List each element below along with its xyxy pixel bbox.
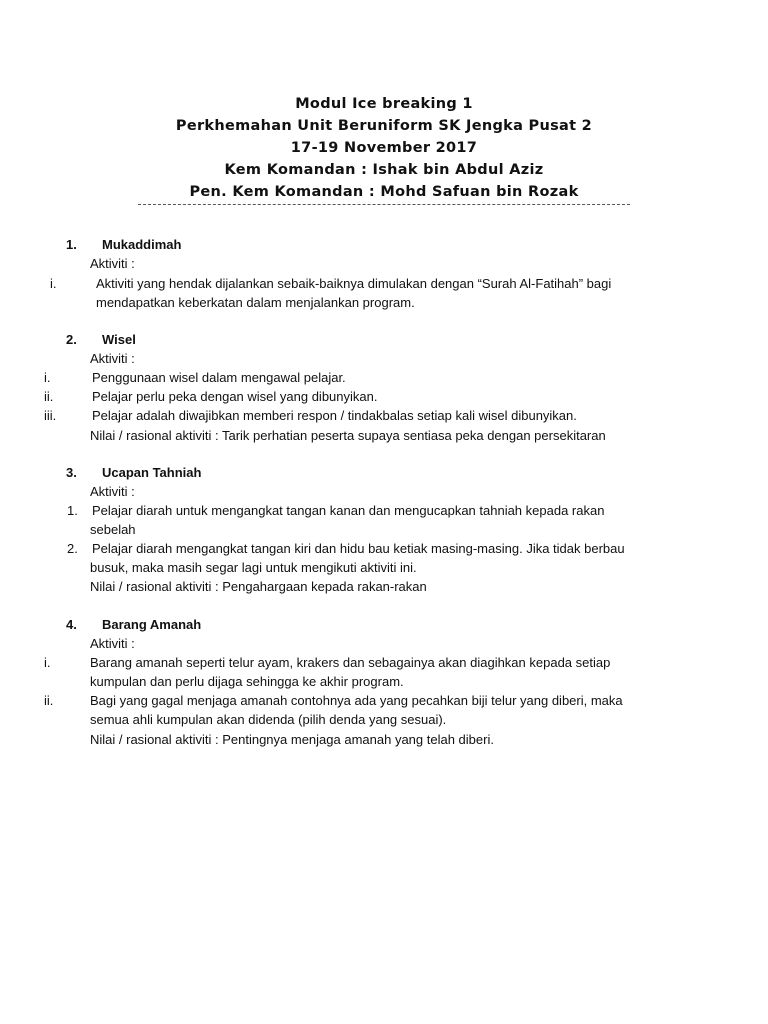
- list-item: Bagi yang gagal menjaga amanah contohnya ada yang pecahkan biji telur yang diberi, maka: [90, 693, 623, 708]
- list-marker: i.: [50, 276, 57, 291]
- list-marker: i.: [44, 370, 51, 385]
- event-title: Perkhemahan Unit Beruniform SK Jengka Pusat 2: [175, 118, 593, 134]
- list-item-continued: sebelah: [90, 522, 136, 537]
- list-item: Pelajar perlu peka dengan wisel yang dibunyikan.: [92, 389, 378, 404]
- section-number: 1.: [66, 237, 77, 252]
- assistant-commander: Pen. Kem Komandan : Mohd Safuan bin Rozak: [189, 184, 579, 200]
- list-item-continued: semua ahli kumpulan akan didenda (pilih denda yang sesuai).: [90, 712, 447, 727]
- list-item-continued: busuk, maka masih segar lagi untuk mengikuti aktiviti ini.: [90, 560, 417, 575]
- nilai-rasional: Nilai / rasional aktiviti : Tarik perhatian peserta supaya sentiasa peka dengan persekitaran: [90, 428, 606, 443]
- aktiviti-label: Aktiviti :: [90, 484, 135, 499]
- list-marker: i.: [44, 655, 51, 670]
- event-date: 17-19 November 2017: [290, 140, 478, 156]
- list-item: Pelajar diarah untuk mengangkat tangan kanan dan mengucapkan tahniah kepada rakan: [92, 503, 605, 518]
- section-title: Ucapan Tahniah: [102, 465, 202, 480]
- list-item-continued: kumpulan dan perlu dijaga sehingga ke akhir program.: [90, 674, 404, 689]
- list-marker: iii.: [44, 408, 57, 423]
- section-number: 3.: [66, 465, 77, 480]
- list-item-continued: mendapatkan keberkatan dalam menjalankan program.: [96, 295, 415, 310]
- camp-commander: Kem Komandan : Ishak bin Abdul Aziz: [224, 162, 544, 178]
- list-item: Penggunaan wisel dalam mengawal pelajar.: [92, 370, 346, 385]
- list-item: Pelajar diarah mengangkat tangan kiri dan hidu bau ketiak masing-masing. Jika tidak berbau: [92, 541, 625, 556]
- section-number: 2.: [66, 332, 77, 347]
- list-item: Aktiviti yang hendak dijalankan sebaik-baiknya dimulakan dengan “Surah Al-Fatihah” bagi: [96, 276, 612, 291]
- section-title: Barang Amanah: [102, 617, 202, 632]
- list-marker: 2.: [67, 541, 78, 556]
- list-marker: 1.: [67, 503, 78, 518]
- section-title: Wisel: [102, 332, 136, 347]
- aktiviti-label: Aktiviti :: [90, 351, 135, 366]
- nilai-rasional: Nilai / rasional aktiviti : Pengahargaan kepada rakan-rakan: [90, 579, 427, 594]
- section-title: Mukaddimah: [102, 237, 182, 252]
- list-item: Barang amanah seperti telur ayam, krakers dan sebagainya akan diagihkan kepada setiap: [90, 655, 611, 670]
- list-item: Pelajar adalah diwajibkan memberi respon / tindakbalas setiap kali wisel dibunyikan.: [92, 408, 577, 423]
- nilai-rasional: Nilai / rasional aktiviti : Pentingnya menjaga amanah yang telah diberi.: [90, 732, 494, 747]
- list-marker: ii.: [44, 693, 54, 708]
- list-marker: ii.: [44, 389, 54, 404]
- module-title: Modul Ice breaking 1: [295, 96, 473, 112]
- section-number: 4.: [66, 617, 77, 632]
- aktiviti-label: Aktiviti :: [90, 256, 135, 271]
- dashed-divider: [138, 204, 630, 205]
- aktiviti-label: Aktiviti :: [90, 636, 135, 651]
